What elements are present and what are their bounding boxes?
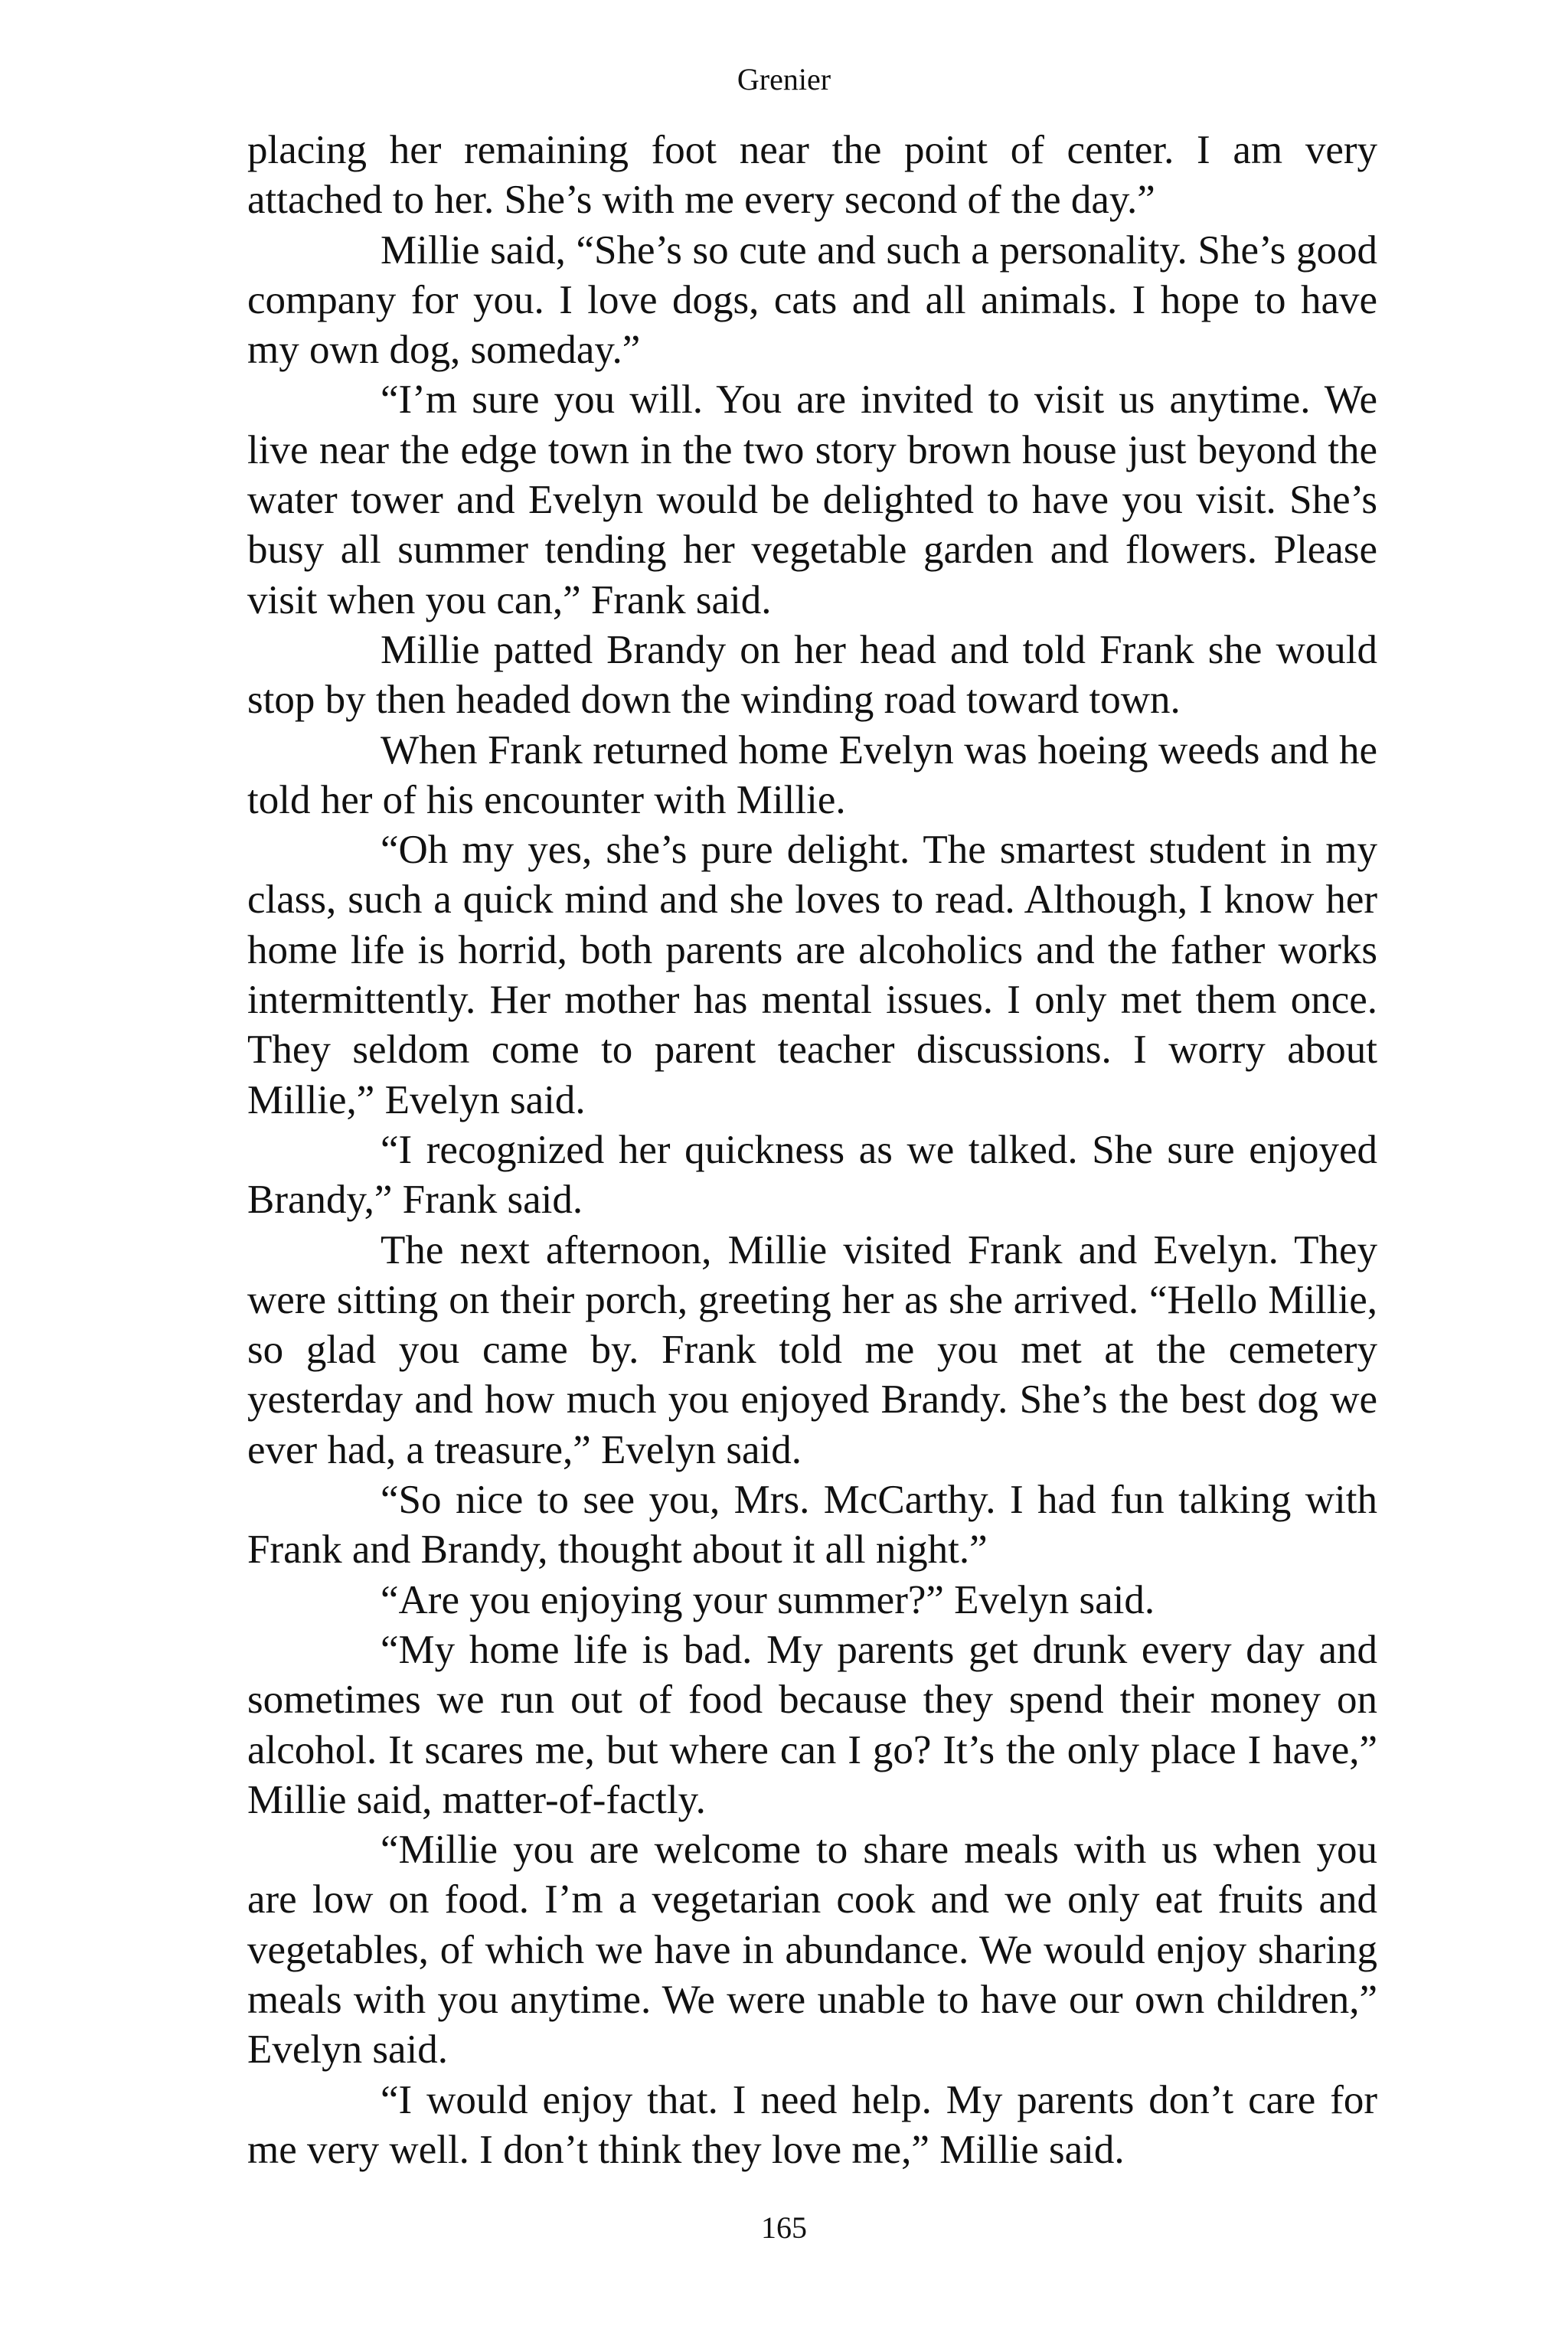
paragraph: “Are you enjoying your summer?” Evelyn said.: [381, 1577, 1155, 1622]
page-number: 165: [761, 2210, 807, 2245]
paragraph: “My home life is bad. My parents get drunk every day and sometimes we run out of food because they spend their money on alcohol. It scares me, but where can I go? It’s the only place I have,” Millie said, matter-of-factly.: [247, 1627, 1377, 1822]
paragraph: “I recognized her quickness as we talked. She sure enjoyed Brandy,” Frank said.: [247, 1127, 1377, 1223]
body-text: [247, 126, 1377, 2175]
paragraph: “Millie you are welcome to share meals with us when you are low on food. I’m a vegetarian cook and we only eat fruits and vegetables, of which we have in abundance. We would enjoy sharing meals with you anytime. We were unable to have our own children,” Evelyn said.: [247, 1828, 1377, 2073]
paragraph: When Frank returned home Evelyn was hoeing weeds and he told her of his encounter with Millie.: [247, 727, 1377, 822]
paragraph: “So nice to see you, Mrs. McCarthy. I had fun talking with Frank and Brandy, thought about it all night.”: [247, 1478, 1377, 1573]
paragraph: “Oh my yes, she’s pure delight. The smartest student in my class, such a quick mind and she loves to read. Although, I know her home life is horrid, both parents are alcoholics and the father works intermittently. Her mother has mental issues. I only met them once. They seldom come to parent teacher discussions. I worry about Millie,” Evelyn said.: [247, 828, 1377, 1122]
running-header: Grenier: [737, 62, 831, 96]
paragraph: The next afternoon, Millie visited Frank and Evelyn. They were sitting on their porch, greeting her as she arrived. “Hello Millie, so glad you came by. Frank told me you met at the cemetery yesterday and how much you enjoyed Brandy. She’s the best dog we ever had, a treasure,” Evelyn said.: [247, 1227, 1377, 1472]
paragraph: Millie said, “She’s so cute and such a personality. She’s good company for you. I love dogs, cats and all animals. I hope to have my own dog, someday.”: [247, 227, 1377, 373]
paragraph: “I’m sure you will. You are invited to visit us anytime. We live near the edge town in the two story brown house just beyond the water tower and Evelyn would be delighted to have you visit. She’s busy all summer tending her vegetable garden and flowers. Please visit when you can,” Frank said.: [247, 377, 1377, 622]
paragraph: Millie patted Brandy on her head and told Frank she would stop by then headed down the winding road toward town.: [247, 627, 1377, 723]
paragraph: placing her remaining foot near the point of center. I am very attached to her. She’s with me every second of the day.”: [247, 128, 1377, 223]
paragraph: “I would enjoy that. I need help. My parents don’t care for me very well. I don’t think they love me,” Millie said.: [247, 2077, 1377, 2172]
